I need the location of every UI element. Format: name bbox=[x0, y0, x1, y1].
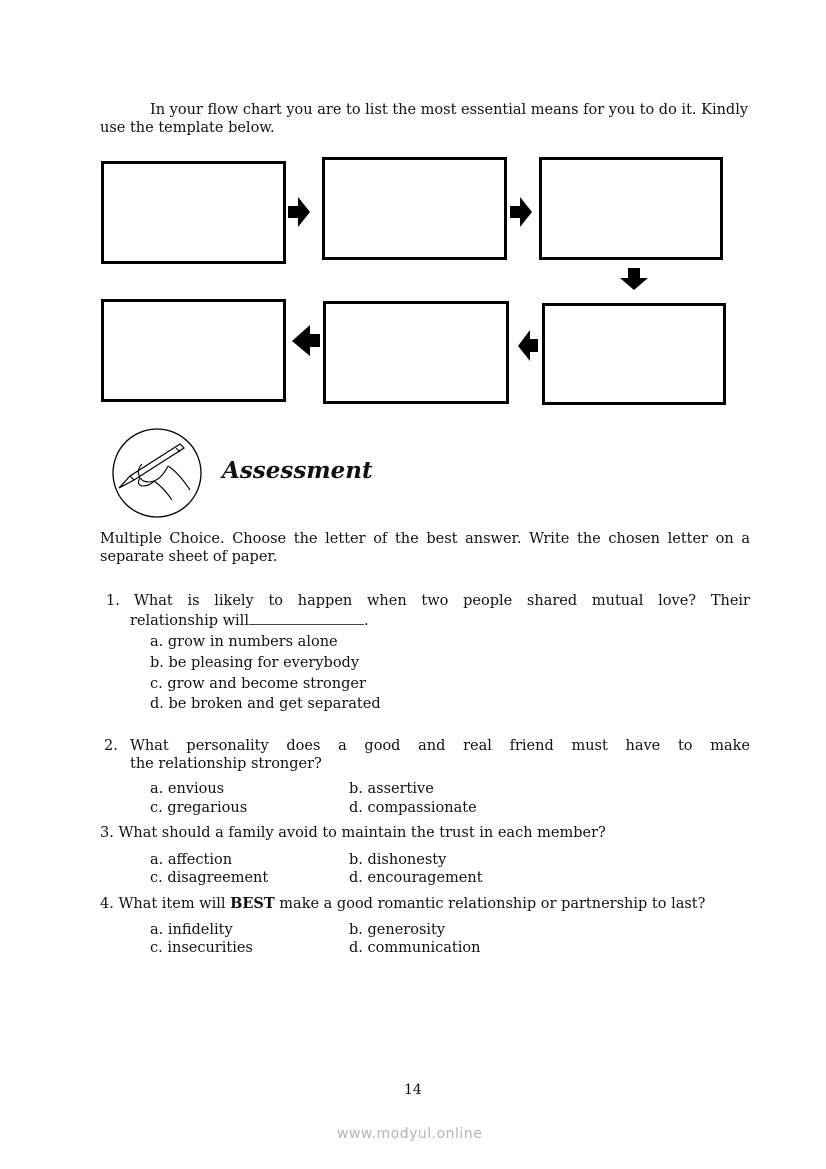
arrow-left-icon bbox=[290, 325, 320, 357]
flowchart-box-1[interactable] bbox=[101, 161, 286, 264]
option-d: d. compassionate bbox=[349, 800, 477, 816]
instructions-line-2: separate sheet of paper. bbox=[100, 549, 278, 565]
arrow-right-icon bbox=[288, 197, 316, 227]
option-a: a. grow in numbers alone bbox=[150, 634, 338, 650]
option-d: d. be broken and get separated bbox=[150, 696, 381, 712]
flowchart-box-5[interactable] bbox=[323, 301, 509, 404]
question-body: What should a family avoid to maintain the trust in each member? bbox=[118, 825, 606, 841]
hand-writing-pencil-icon bbox=[110, 426, 204, 520]
watermark: www.modyul.online bbox=[337, 1126, 483, 1142]
period: . bbox=[363, 613, 369, 629]
option-d: d. communication bbox=[349, 940, 481, 956]
question-text-line-1: What is likely to happen when two people shared mutual love? Their bbox=[134, 593, 750, 609]
question-text bbox=[100, 895, 705, 913]
question-text-line-1: What personality does a good and real friend must have to make bbox=[130, 738, 750, 754]
question-body: What item will bbox=[118, 896, 231, 912]
option-b: b. generosity bbox=[349, 922, 446, 938]
assessment-title: Assessment bbox=[222, 457, 373, 484]
option-c: c. disagreement bbox=[150, 870, 269, 886]
option-c: c. insecurities bbox=[150, 940, 253, 956]
option-b: b. be pleasing for everybody bbox=[150, 655, 360, 671]
question-body: make a good romantic relationship or partnership to last? bbox=[274, 896, 706, 912]
option-b: b. dishonesty bbox=[349, 852, 447, 868]
page-number: 14 bbox=[404, 1082, 422, 1098]
question-text-line-2 bbox=[130, 612, 369, 630]
flowchart-box-3[interactable] bbox=[539, 157, 723, 260]
question-text-line-2: the relationship stronger? bbox=[130, 756, 322, 772]
arrow-down-icon bbox=[617, 268, 657, 292]
flowchart-box-6[interactable] bbox=[101, 299, 286, 402]
arrow-left-icon bbox=[510, 330, 540, 362]
emphasis-text: BEST bbox=[230, 895, 275, 912]
question-number: 1. bbox=[106, 593, 120, 609]
flowchart-box-4[interactable] bbox=[542, 303, 726, 405]
flowchart-box-2[interactable] bbox=[322, 157, 507, 260]
option-c: c. grow and become stronger bbox=[150, 676, 366, 692]
intro-line-1: In your flow chart you are to list the most essential means for you to do it. Kindly bbox=[150, 102, 749, 118]
instructions-line-1: Multiple Choice. Choose the letter of the best answer. Write the chosen letter on a bbox=[100, 531, 750, 547]
option-d: d. encouragement bbox=[349, 870, 483, 886]
option-a: a. affection bbox=[150, 852, 233, 868]
question-number: 2. bbox=[104, 738, 118, 754]
answer-blank bbox=[249, 612, 364, 625]
question-text bbox=[100, 824, 606, 842]
question-number: 4. bbox=[100, 896, 114, 912]
option-b: b. assertive bbox=[349, 781, 434, 797]
option-a: a. envious bbox=[150, 781, 225, 797]
question-text: relationship will bbox=[130, 613, 249, 629]
option-a: a. infidelity bbox=[150, 922, 233, 938]
intro-line-2: use the template below. bbox=[100, 120, 275, 136]
arrow-right-icon bbox=[510, 197, 538, 227]
option-c: c. gregarious bbox=[150, 800, 248, 816]
question-number: 3. bbox=[100, 825, 114, 841]
